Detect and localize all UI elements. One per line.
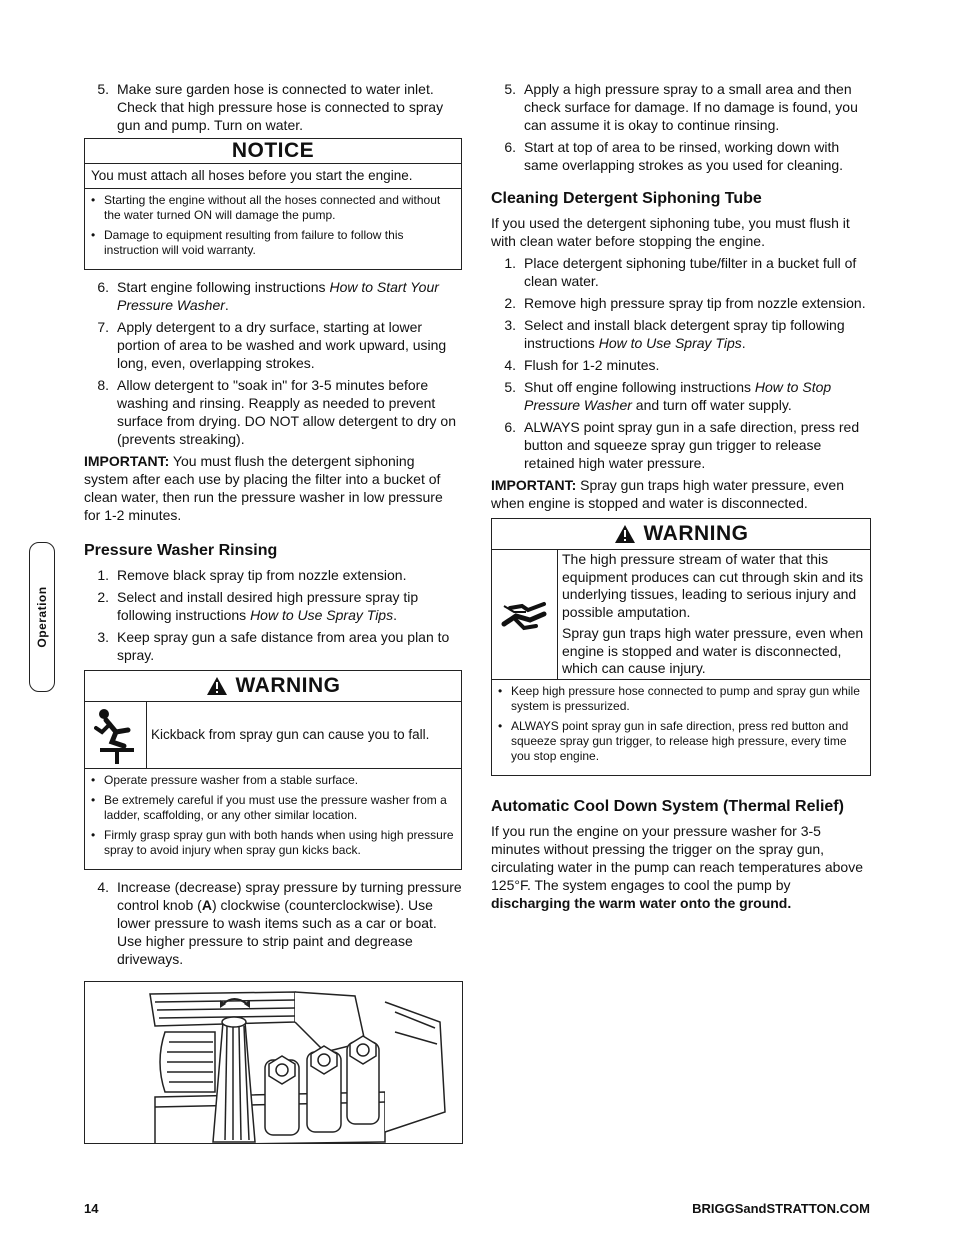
important-note: IMPORTANT: You must flush the detergent siphoning system after each use by placing the filter into a bucket of clean water, then run the pressure washer in low pressure for 1-2 minutes. — [84, 453, 443, 523]
item-number: 2. — [504, 295, 516, 311]
item-number: 6. — [504, 419, 516, 435]
cross-reference: How to Stop Pressure Washer — [524, 379, 832, 413]
list-item — [491, 138, 871, 174]
list-item — [84, 566, 462, 584]
item-text: Remove high pressure spray tip from nozzle extension. — [524, 295, 866, 311]
item-text: Make sure garden hose is connected to water inlet. Check that high pressure hose is connected to spray gun and pump. Turn on water. — [117, 81, 444, 133]
item-number: 8. — [97, 377, 109, 393]
item-text: Allow detergent to "soak in" for 3-5 minutes before washing and rinsing. Reapply as needed to prevent surface from drying. DO NOT allow detergent to dry on (prevents streaking). — [117, 377, 456, 447]
warning-header — [492, 519, 870, 550]
warning-paragraph: The high pressure stream of water that this equipment produces can cut through skin and its underlying tissues, leading to serious injury and possible amputation. — [562, 551, 864, 620]
side-tab-label: Operation — [35, 586, 49, 648]
injection-hazard-icon — [492, 550, 558, 679]
item-number: 6. — [97, 279, 109, 295]
list-item: • Damage to equipment resulting from failure to follow this instruction will void warranty. — [91, 228, 455, 258]
bullet-text: Firmly grasp spray gun with both hands when using high pressure spray to avoid injury when spray gun kicks back. — [104, 828, 454, 857]
warning-text — [558, 550, 870, 679]
website-url: BRIGGSandSTRATTON.COM — [692, 1201, 870, 1216]
warning-box — [84, 670, 462, 870]
cross-reference: How to Start Your Pressure Washer — [117, 279, 439, 313]
item-number: 4. — [504, 357, 516, 373]
pump-illustration — [84, 981, 463, 1144]
notice-line: You must attach all hoses before you start the engine. — [85, 164, 461, 189]
item-text: ALWAYS point spray gun in a safe direction, press red button and squeeze spray gun trigger to release retained high water pressure. — [524, 419, 860, 471]
list-item: • Starting the engine without all the hoses connected and without the water turned ON will damage the pump. — [91, 193, 455, 223]
item-number: 1. — [504, 255, 516, 271]
notice-bullets — [85, 189, 461, 269]
warning-triangle-icon — [614, 524, 636, 544]
item-number: 5. — [504, 81, 516, 97]
section-heading: Cleaning Detergent Siphoning Tube — [491, 190, 762, 207]
bullet-text: ALWAYS point spray gun in safe direction, press red button and squeeze spray gun trigger, to release high pressure, every time you stop engine. — [511, 718, 849, 763]
section-intro: If you used the detergent siphoning tube, you must flush it with clean water before stopping the engine. — [491, 215, 850, 249]
list-item — [84, 318, 462, 372]
list-item — [84, 376, 462, 448]
warning-content — [85, 702, 461, 769]
item-number: 3. — [97, 629, 109, 645]
item-number: 5. — [504, 379, 516, 395]
section-heading: Pressure Washer Rinsing — [84, 542, 278, 559]
item-text: Shut off engine following instructions How to Stop Pressure Washer and turn off water supply. — [524, 379, 832, 413]
item-text: Select and install desired high pressure spray tip following instructions How to Use Spray Tips. — [117, 589, 419, 623]
warning-box — [491, 518, 871, 776]
item-number: 4. — [97, 879, 109, 895]
item-number: 3. — [504, 317, 516, 333]
item-text: Start engine following instructions How to Start Your Pressure Washer. — [117, 279, 439, 313]
bullet-text: Be extremely careful if you must use the pressure washer from a ladder, scaffolding, or any other similar location. — [104, 793, 447, 822]
list-item — [491, 294, 871, 312]
list-item: • Operate pressure washer from a stable surface. — [91, 773, 359, 787]
list-item — [491, 80, 871, 134]
notice-box — [84, 138, 462, 270]
item-text: Remove black spray tip from nozzle extension. — [117, 567, 407, 583]
list-item — [84, 628, 462, 664]
bullet-text: Starting the engine without all the hoses connected and without the water turned ON will damage the pump. — [104, 193, 441, 222]
list-item: • ALWAYS point spray gun in safe direction, press red button and squeeze spray gun trigger, to release high pressure, every time you stop engine. — [498, 719, 864, 764]
item-text: Increase (decrease) spray pressure by turning pressure control knob (A) clockwise (counterclockwise). Use lower pressure to wash items such as a car or boat. Use higher pressure to strip paint and degrease driveways. — [117, 879, 462, 967]
warning-header — [85, 671, 461, 702]
section-heading: Automatic Cool Down System (Thermal Relief) — [491, 797, 844, 815]
list-item — [491, 418, 871, 472]
item-text: Place detergent siphoning tube/filter in a bucket full of clean water. — [524, 255, 857, 289]
warning-paragraph: Spray gun traps high water pressure, even when engine is stopped and water is disconnected, which can cause injury. — [562, 625, 864, 676]
bullet-text: Operate pressure washer from a stable surface. — [104, 773, 359, 787]
warning-content — [492, 550, 870, 680]
cooldown-paragraph: If you run the engine on your pressure washer for 3-5 minutes without pressing the trigger on the spray gun, circulating water in the pump can reach temperatures above 125°F. The system engages to cool the pump by discharging the warm water onto the ground. — [491, 822, 863, 911]
list-item — [491, 316, 871, 352]
warning-bullets — [85, 769, 461, 869]
item-text: Select and install black detergent spray tip following instructions How to Use Spray Tips. — [524, 317, 845, 351]
warning-text: Kickback from spray gun can cause you to fall. — [151, 727, 430, 742]
item-number: 2. — [97, 589, 109, 605]
list-item — [491, 378, 871, 414]
item-text: Keep spray gun a safe distance from area you plan to spray. — [117, 629, 450, 663]
list-item — [84, 878, 462, 968]
cross-reference: How to Use Spray Tips — [598, 335, 742, 351]
warning-title: WARNING — [235, 674, 341, 697]
left-column — [84, 80, 462, 972]
list-item: • Firmly grasp spray gun with both hands when using high pressure spray to avoid injury when spray gun kicks back. — [91, 828, 454, 857]
list-item — [84, 80, 462, 134]
item-number: 5. — [97, 81, 109, 97]
side-tab — [29, 542, 55, 692]
warning-title: WARNING — [643, 522, 749, 545]
list-item — [491, 254, 871, 290]
item-number: 1. — [97, 567, 109, 583]
item-number: 6. — [504, 139, 516, 155]
list-item: • Keep high pressure hose connected to pump and spray gun while system is pressurized. — [498, 684, 864, 714]
list-item: • Be extremely careful if you must use the pressure washer from a ladder, scaffolding, or any other similar location. — [91, 793, 455, 823]
bullet-text: Damage to equipment resulting from failure to follow this instruction will void warranty. — [104, 228, 404, 257]
list-item — [84, 278, 462, 314]
list-item — [491, 356, 871, 374]
pressure-control-knob-illustration — [85, 982, 463, 1144]
item-text: Apply a high pressure spray to a small area and then check surface for damage. If no damage is found, you can assume it is okay to continue rinsing. — [524, 81, 858, 133]
page-number: 14 — [84, 1201, 99, 1216]
item-number: 7. — [97, 319, 109, 335]
fall-hazard-icon — [85, 702, 147, 768]
bullet-text: Keep high pressure hose connected to pump and spray gun while system is pressurized. — [511, 683, 860, 713]
item-text: Apply detergent to a dry surface, starting at lower portion of area to be washed and work upward, using long, even, overlapping strokes. — [117, 319, 447, 371]
notice-title: NOTICE — [85, 139, 461, 164]
item-text: Flush for 1-2 minutes. — [524, 357, 660, 373]
item-text: Start at top of area to be rinsed, working down with same overlapping strokes as you used for cleaning. — [524, 139, 844, 173]
important-note: IMPORTANT: Spray gun traps high water pressure, even when engine is stopped and water is disconnected. — [491, 477, 844, 511]
list-item — [84, 588, 462, 624]
warning-triangle-icon — [206, 676, 228, 696]
right-column — [491, 80, 871, 916]
warning-bullets — [492, 680, 870, 775]
cross-reference: How to Use Spray Tips — [250, 607, 394, 623]
